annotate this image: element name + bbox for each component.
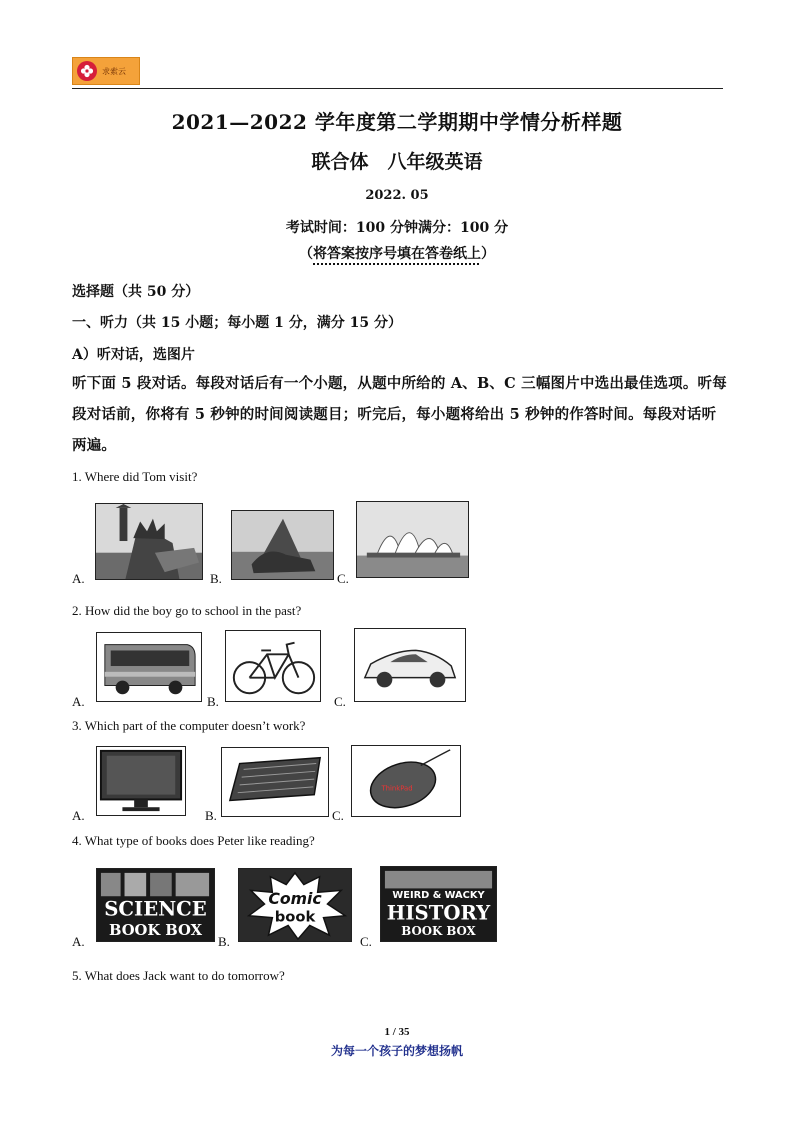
footer-slogan: 为每一个孩子的梦想扬帆 xyxy=(330,1044,463,1058)
sphinx-pyramid-image xyxy=(231,510,334,580)
instruction-open: （ xyxy=(299,246,313,262)
q2-option-a-label: A. xyxy=(72,694,85,709)
exam-title: 2021—2022 学年度第二学期期中学情分析样题 xyxy=(171,110,623,134)
instruction-close: ） xyxy=(481,246,495,262)
history-subtitle: BOOK BOX xyxy=(401,924,476,939)
question-1: 1. Where did Tom visit? xyxy=(72,469,198,484)
statue-of-liberty-image xyxy=(95,503,203,580)
instruction-emphasis: 将答案按序号填在答卷纸上 xyxy=(313,246,481,262)
exam-time-info: 考试时间：100 分钟满分：100 分 xyxy=(285,220,509,236)
history-title: HISTORY xyxy=(386,901,491,925)
part-a-header: A）听对话，选图片 xyxy=(72,347,195,363)
part-a-directions: 听下面 5 段对话。每段对话后有一个小题，从题中所给的 A、B、C 三幅图片中选出最佳选项。听每段对话前，你将有 5 秒钟的时间阅读题目；听完后，每小题将给出 5 秒钟的作答时间。每段对话听两遍。 xyxy=(72,375,727,454)
q3-option-c-label: C. xyxy=(332,808,344,823)
question-2: 2. How did the boy go to school in the past? xyxy=(72,603,302,618)
q1-option-b-label: B. xyxy=(210,571,222,586)
listening-section-header: 一、听力（共 15 小题；每小题 1 分，满分 15 分） xyxy=(72,315,402,331)
comic-book-image xyxy=(238,868,352,942)
choice-section-header: 选择题（共 50 分） xyxy=(72,284,200,300)
mouse-image xyxy=(351,745,461,817)
logo-text: 求索云 xyxy=(102,66,126,76)
header-rule xyxy=(72,88,723,89)
q4-option-b-label: B. xyxy=(218,934,230,949)
mouse-brand-label: ThinkPad xyxy=(381,784,413,793)
exam-subtitle: 联合体 八年级英语 xyxy=(311,151,483,173)
q1-option-c-label: C. xyxy=(337,571,349,586)
comic-subtitle: book xyxy=(274,908,316,926)
q2-option-c-label: C. xyxy=(334,694,346,709)
science-book-box-image xyxy=(96,868,215,942)
page-number: 1 / 35 xyxy=(384,1026,410,1038)
q4-option-c-label: C. xyxy=(360,934,372,949)
exam-instruction xyxy=(0,243,794,263)
q4-option-a-label: A. xyxy=(72,934,85,949)
brand-logo xyxy=(72,57,140,85)
q1-option-a-label: A. xyxy=(72,571,85,586)
clover-icon xyxy=(77,61,97,81)
q2-option-b-label: B. xyxy=(207,694,219,709)
keyboard-image xyxy=(221,747,329,817)
question-4: 4. What type of books does Peter like reading? xyxy=(72,833,315,848)
question-5: 5. What does Jack want to do tomorrow? xyxy=(72,968,285,983)
history-book-box-image xyxy=(380,866,497,942)
q3-option-b-label: B. xyxy=(205,808,217,823)
car-image xyxy=(354,628,466,702)
bicycle-image xyxy=(225,630,321,702)
sydney-opera-house-image xyxy=(356,501,469,578)
monitor-image xyxy=(96,746,186,816)
science-title: SCIENCE xyxy=(104,897,207,921)
question-3: 3. Which part of the computer doesn’t work? xyxy=(72,718,306,733)
science-subtitle: BOOK BOX xyxy=(108,922,203,940)
bus-image xyxy=(96,632,202,702)
history-top-line: WEIRD & WACKY xyxy=(392,890,485,902)
comic-title: Comic xyxy=(268,889,322,909)
exam-date: 2022. 05 xyxy=(365,188,429,203)
q3-option-a-label: A. xyxy=(72,808,85,823)
